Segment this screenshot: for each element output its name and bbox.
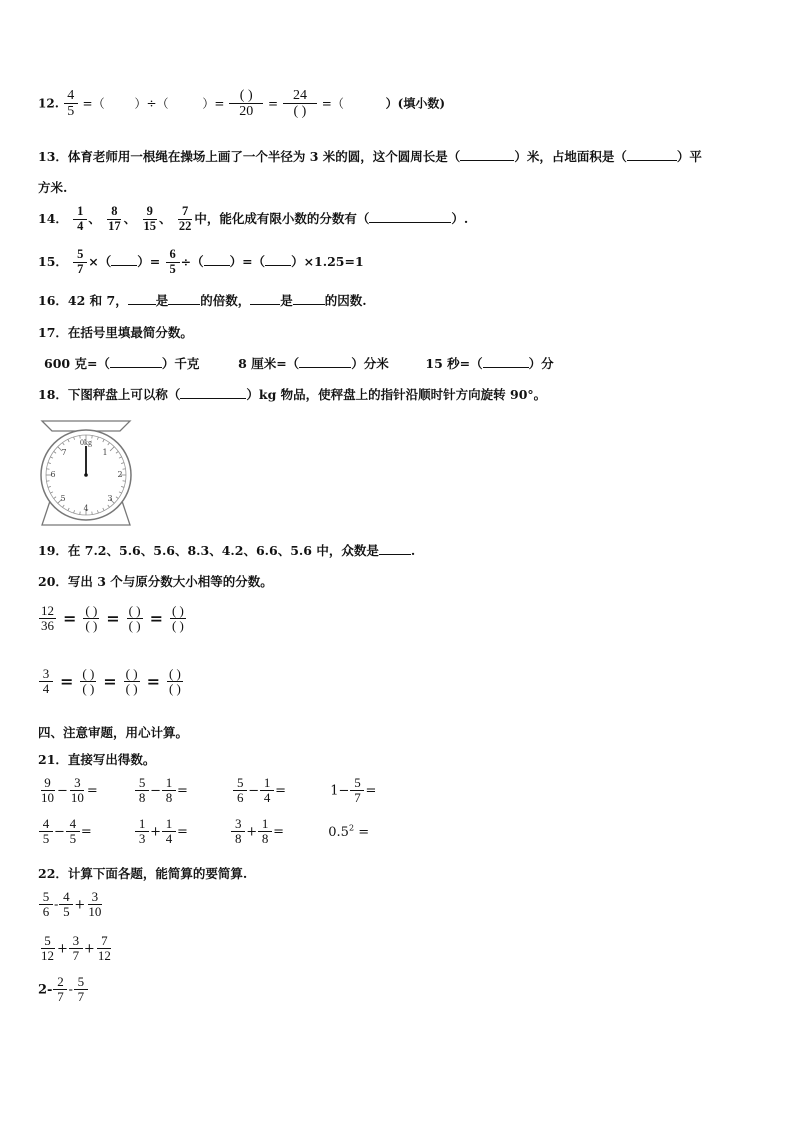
- q17-items: 600 克=（ ）千克 8 厘米=（ ）分米 15 秒=（ ）分: [44, 356, 554, 371]
- q13-line-2: 方米.: [38, 180, 68, 195]
- q21-row-2: $\frac{4}{5}$ − $\frac{4}{5}$ = $\frac{1}{3}$ + $\frac{1}{4}$ = $\frac{3}{8}$ + $\frac{1}{8}$ = $0.5^2$ =: [38, 817, 369, 847]
- scale-illustration: [36, 415, 136, 529]
- q12-fraction-1: $\frac{4}{5}$: [64, 88, 78, 120]
- dial-label-4: 4: [83, 504, 89, 513]
- q22-l1-b: $\frac{4}{5}$: [59, 890, 73, 920]
- q18: 18．下图秤盘上可以称（ ）kg 物品，使秤盘上的指针沿顺时针方向旋转 90°。: [38, 387, 547, 402]
- q12-fraction-2: $\frac{( )}{20}$: [229, 88, 263, 120]
- dial-label-3: 3: [107, 494, 113, 503]
- q20-row-1: $\frac{12}{36}$ = $\frac{( )}{( )}$ = $\frac{( )}{( )}$ = $\frac{( )}{( )}$: [41, 603, 184, 634]
- q21-e7-b: $\frac{1}{8}$: [258, 817, 272, 847]
- q21-e1-a: $\frac{9}{10}$: [41, 775, 54, 806]
- q22-l2-c: $\frac{7}{12}$: [97, 933, 111, 964]
- q21-e2-a: $\frac{5}{8}$: [135, 776, 149, 806]
- q20-answer-1: $\frac{( )}{( )}$: [85, 603, 98, 634]
- q14-fraction-a: $\frac{1}{4}$: [73, 205, 87, 234]
- q22-l1-a: $\frac{5}{6}$: [39, 890, 53, 920]
- q14-fraction-c: $\frac{9}{15}$: [143, 204, 157, 233]
- q21-e8: $0.5^2$ =: [328, 823, 370, 840]
- q17-title: 17．在括号里填最简分数。: [38, 325, 193, 340]
- q21-e3-a: $\frac{5}{6}$: [233, 776, 247, 806]
- q14: 14． $\frac{1}{4}$ 、 $\frac{8}{17}$ 、 $\frac{9}{15}$ 、 $\frac{7}{22}$ 中，能化成有限小数的分数有（ ）.: [38, 204, 469, 233]
- q20-title: 20．写出 3 个与原分数大小相等的分数。: [38, 574, 273, 589]
- q21-e4-b: $\frac{5}{7}$: [350, 776, 364, 806]
- q22-line-2: $\frac{5}{12}$ + $\frac{3}{7}$ + $\frac{7}{12}$: [41, 933, 111, 964]
- q22-l2-b: $\frac{3}{7}$: [69, 934, 83, 964]
- q21-e3-b: $\frac{1}{4}$: [260, 776, 274, 806]
- q21-e2-b: $\frac{1}{8}$: [162, 776, 176, 806]
- q15-fraction-1: $\frac{5}{7}$: [73, 248, 87, 277]
- q21-e5-a: $\frac{4}{5}$: [39, 817, 53, 847]
- q12: 12. $\frac{4}{5}$ =（ ）÷（ ）= $\frac{( )}{20}$ = $\frac{24}{( )}$ =（ ）(填小数): [38, 88, 446, 120]
- q19: 19．在 7.2、5.6、5.6、8.3、4.2、6.6、5.6 中，众数是 .: [38, 543, 416, 558]
- q15: 15． $\frac{5}{7}$ ×（ ）= $\frac{6}{5}$ ÷（ ）=（ ）×1.25=1: [38, 247, 364, 276]
- q22-title: 22．计算下面各题，能简算的要简算.: [38, 866, 248, 881]
- q22-line-3: 2- $\frac{2}{7}$ - $\frac{5}{7}$: [38, 975, 89, 1005]
- q22-l2-a: $\frac{5}{12}$: [41, 933, 54, 964]
- q20-answer-2: $\frac{( )}{( )}$: [128, 603, 141, 634]
- dial-label-6: 6: [50, 470, 56, 479]
- q22-l3-b: $\frac{5}{7}$: [74, 975, 88, 1005]
- q22-line-1: $\frac{5}{6}$ - $\frac{4}{5}$ + $\frac{3}{10}$: [38, 890, 104, 920]
- q21-row-1: $\frac{9}{10}$ − $\frac{3}{10}$ = $\frac{5}{8}$ − $\frac{1}{8}$ = $\frac{5}{6}$ − $\frac{1}{4}$ = 1− $\frac{5}{7}$ =: [41, 775, 377, 806]
- q21-e6-b: $\frac{1}{4}$: [162, 817, 176, 847]
- q20-answer-6: $\frac{( )}{( )}$: [168, 666, 181, 697]
- q20-fraction-3-4: $\frac{3}{4}$: [39, 667, 53, 697]
- q21-title: 21．直接写出得数。: [38, 752, 156, 767]
- q12-number: 12.: [38, 96, 59, 111]
- q20-fraction-12-36: $\frac{12}{36}$: [41, 603, 54, 634]
- q20-answer-5: $\frac{( )}{( )}$: [125, 666, 138, 697]
- q20-row-2: $\frac{3}{4}$ = $\frac{( )}{( )}$ = $\frac{( )}{( )}$ = $\frac{( )}{( )}$: [38, 667, 184, 697]
- q21-e5-b: $\frac{4}{5}$: [66, 817, 80, 847]
- q21-e1-b: $\frac{3}{10}$: [70, 775, 84, 806]
- q14-fraction-b: $\frac{8}{17}$: [108, 204, 121, 233]
- q21-e7-a: $\frac{3}{8}$: [231, 817, 245, 847]
- dial-label-7: 7: [61, 448, 67, 457]
- dial-label-5: 5: [60, 494, 66, 503]
- q13-line-1: 13．体育老师用一根绳在操场上画了一个半径为 3 米的圆，这个圆周长是（ ）米，占地面积是（ ）平: [38, 149, 702, 164]
- section-4-title: 四、注意审题，用心计算。: [38, 725, 189, 740]
- q14-fraction-d: $\frac{7}{22}$: [178, 204, 192, 233]
- dial-label-1: 1: [102, 448, 108, 457]
- q15-fraction-2: $\frac{6}{5}$: [166, 248, 180, 277]
- q20-answer-4: $\frac{( )}{( )}$: [82, 666, 95, 697]
- q22-l1-c: $\frac{3}{10}$: [88, 889, 102, 920]
- q20-answer-3: $\frac{( )}{( )}$: [171, 603, 184, 634]
- q22-l3-a: $\frac{2}{7}$: [53, 975, 67, 1005]
- q12-fraction-3: $\frac{24}{( )}$: [283, 88, 317, 120]
- dial-label-2: 2: [117, 470, 123, 479]
- q21-e6-a: $\frac{1}{3}$: [135, 817, 149, 847]
- q16: 16．42 和 7， 是 的倍数， 是 的因数.: [38, 293, 367, 308]
- scale-zero-label: 0kg: [80, 438, 92, 447]
